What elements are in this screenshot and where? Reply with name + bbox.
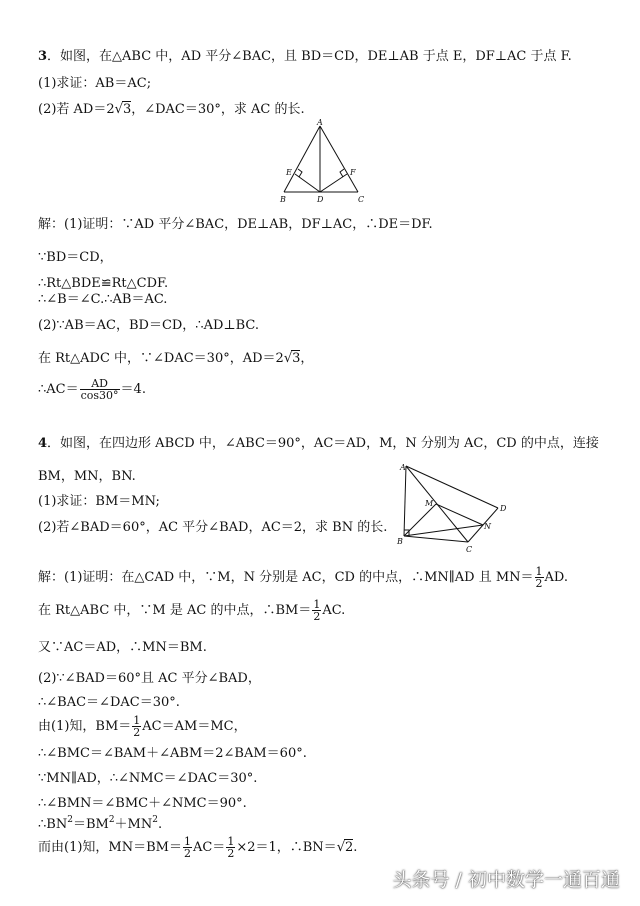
label-a: A — [317, 118, 323, 127]
problem-number: 4 — [38, 436, 48, 451]
quadrilateral-abcd-figure — [392, 458, 512, 554]
label-a: A — [400, 463, 406, 472]
label-b: B — [280, 195, 286, 204]
label-d: D — [500, 504, 507, 513]
solution-4-line-11: 而由(1)知，MN＝BM＝ $\frac{1}{2}$ AC＝ $\frac{1}{2}$ ×2＝1，∴BN＝√2. — [38, 835, 358, 860]
solution-3-line-5: (2)∵AB＝AC，BD＝CD，∴AD⊥BC. — [38, 318, 260, 333]
problem-3-q1: (1)求证：AB＝AC; — [38, 76, 152, 91]
solution-4-line-7: ∴∠BMC＝∠BAM＋∠ABM＝2∠BAM＝60°. — [38, 746, 307, 761]
problem-number: 3 — [38, 49, 48, 64]
triangle-abc-figure — [272, 118, 372, 208]
problem-4-stem-2: BM，MN，BN. — [38, 469, 136, 484]
label-c: C — [466, 545, 473, 554]
problem-4-stem: 4．如图，在四边形 ABCD 中，∠ABC＝90°，AC＝AD，M，N 分别为 AC，CD 的中点，连接 — [38, 436, 599, 451]
solution-3-line-7: ∴AC＝ $\frac{AD}{\cos 30^\circ}$ ＝4. — [38, 377, 146, 402]
solution-3-line-6: 在 Rt△ADC 中，∵∠DAC＝30°，AD＝2√3， — [38, 351, 314, 366]
solution-4-line-9: ∴∠BMN＝∠BMC＋∠NMC＝90°. — [38, 796, 247, 811]
solution-3-line-2: ∵BD＝CD， — [38, 250, 113, 265]
problem-3-stem: 3．如图，在△ABC 中，AD 平分∠BAC，且 BD＝CD，DE⊥AB 于点 E，DF⊥AC 于点 F. — [38, 49, 572, 64]
problem-4-q1: (1)求证：BM＝MN; — [38, 494, 160, 509]
solution-4-line-1: 解：(1)证明：在△CAD 中，∵M，N 分别是 AC，CD 的中点，∴MN∥AD 且 MN＝ $\frac{1}{2}$ AD. — [38, 565, 569, 590]
solution-3-line-4: ∴∠B＝∠C.∴AB＝AC. — [38, 292, 168, 307]
solution-4-line-8: ∵MN∥AD，∴∠NMC＝∠DAC＝30°. — [38, 771, 258, 786]
label-n: N — [484, 522, 491, 531]
solution-4-line-4: (2)∵∠BAD＝60°且 AC 平分∠BAD， — [38, 671, 261, 686]
label-c: C — [358, 195, 365, 204]
problem-4-q2: (2)若∠BAD＝60°，AC 平分∠BAD，AC＝2，求 BN 的长. — [38, 520, 388, 535]
solution-3-line-1: 解：(1)证明：∵AD 平分∠BAC，DE⊥AB，DF⊥AC，∴DE＝DF. — [38, 217, 433, 232]
solution-3-line-3: ∴Rt△BDE≌Rt△CDF. — [38, 276, 169, 291]
label-d: D — [317, 195, 324, 204]
solution-4-line-3: 又∵AC＝AD，∴MN＝BM. — [38, 640, 207, 655]
label-m: M — [425, 499, 434, 508]
label-b: B — [397, 537, 403, 546]
solution-4-line-2: 在 Rt△ABC 中，∵M 是 AC 的中点，∴BM＝ $\frac{1}{2}$ AC. — [38, 598, 346, 623]
solution-4-line-6: 由(1)知，BM＝ $\frac{1}{2}$ AC＝AM＝MC， — [38, 714, 247, 739]
solution-4-line-10: $\therefore BN^2=BM^2+MN^2$. — [38, 815, 163, 832]
label-e: E — [286, 168, 292, 177]
solution-4-line-5: ∴∠BAC＝∠DAC＝30°. — [38, 695, 180, 710]
label-f: F — [350, 168, 356, 177]
watermark: 头条号 / 初中数学一通百通 — [392, 869, 620, 891]
problem-3-q2: (2)若 AD＝2√3，∠DAC＝30°，求 AC 的长. — [38, 102, 305, 117]
